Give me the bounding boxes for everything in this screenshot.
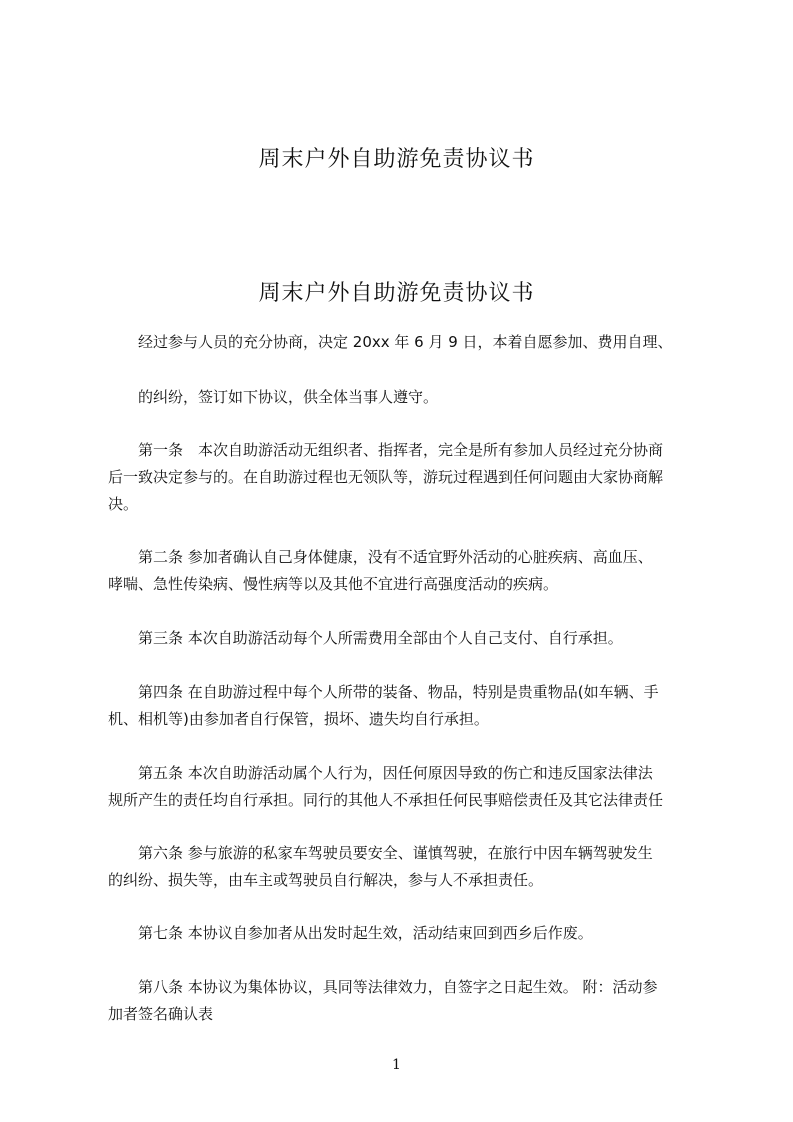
article-line: 哮喘、急性传染病、慢性病等以及其他不宜进行高强度活动的疾病。 <box>108 575 559 593</box>
article-7 <box>108 920 708 947</box>
page-number: 1 <box>392 1057 401 1073</box>
article-5 <box>108 760 708 814</box>
article-line: 规所产生的责任均自行承担。同行的其他人不承担任何民事赔偿责任及其它法律责任 <box>108 791 664 809</box>
article-1 <box>108 437 708 518</box>
intro-line: 的纠纷，签订如下协议，供全体当事人遵守。 <box>138 388 439 406</box>
intro-paragraph <box>108 329 708 356</box>
article-line: 第五条 本次自助游活动属个人行为，因任何原因导致的伤亡和违反国家法律法 <box>138 764 653 782</box>
article-line: 第二条 参加者确认自己身体健康，没有不适宜野外活动的心脏疾病、高血压、 <box>138 548 653 566</box>
article-line: 的纠纷、损失等，由车主或驾驶员自行解决，参与人不承担责任。 <box>108 871 544 889</box>
intro-paragraph-continued <box>108 384 708 411</box>
article-line: 第八条 本协议为集体协议，具同等法律效力，自签字之日起生效。 附：活动参 <box>138 978 658 996</box>
document-title-top: 周末户外自助游免责协议书 <box>258 147 535 172</box>
article-8 <box>108 974 708 1028</box>
article-line: 决。 <box>108 495 139 513</box>
article-2 <box>108 544 708 598</box>
article-line: 第六条 参与旅游的私家车驾驶员要安全、谨慎驾驶，在旅行中因车辆驾驶发生 <box>138 844 653 862</box>
article-line: 第一条 本次自助游活动无组织者、指挥者，完全是所有参加人员经过充分协商 <box>138 441 664 459</box>
article-6 <box>108 840 708 894</box>
document-title-main: 周末户外自助游免责协议书 <box>258 281 535 306</box>
article-line: 第七条 本协议自参加者从出发时起生效，活动结束回到西乡后作废。 <box>138 924 593 942</box>
article-line: 第三条 本次自助游活动每个人所需费用全部由个人自己支付、自行承担。 <box>138 629 623 647</box>
intro-line: 经过参与人员的充分协商，决定 20xx 年 6 月 9 日，本着自愿参加、费用自理、 <box>138 333 673 351</box>
article-line: 第四条 在自助游过程中每个人所带的装备、物品，特别是贵重物品(如车辆、手 <box>138 683 659 701</box>
article-3 <box>108 625 708 652</box>
article-line: 机、相机等)由参加者自行保管，损坏、遗失均自行承担。 <box>108 710 489 728</box>
article-4 <box>108 679 708 733</box>
article-line: 后一致决定参与的。在自助游过程也无领队等，游玩过程遇到任何问题由大家协商解 <box>108 468 664 486</box>
article-line: 加者签名确认表 <box>108 1005 214 1023</box>
